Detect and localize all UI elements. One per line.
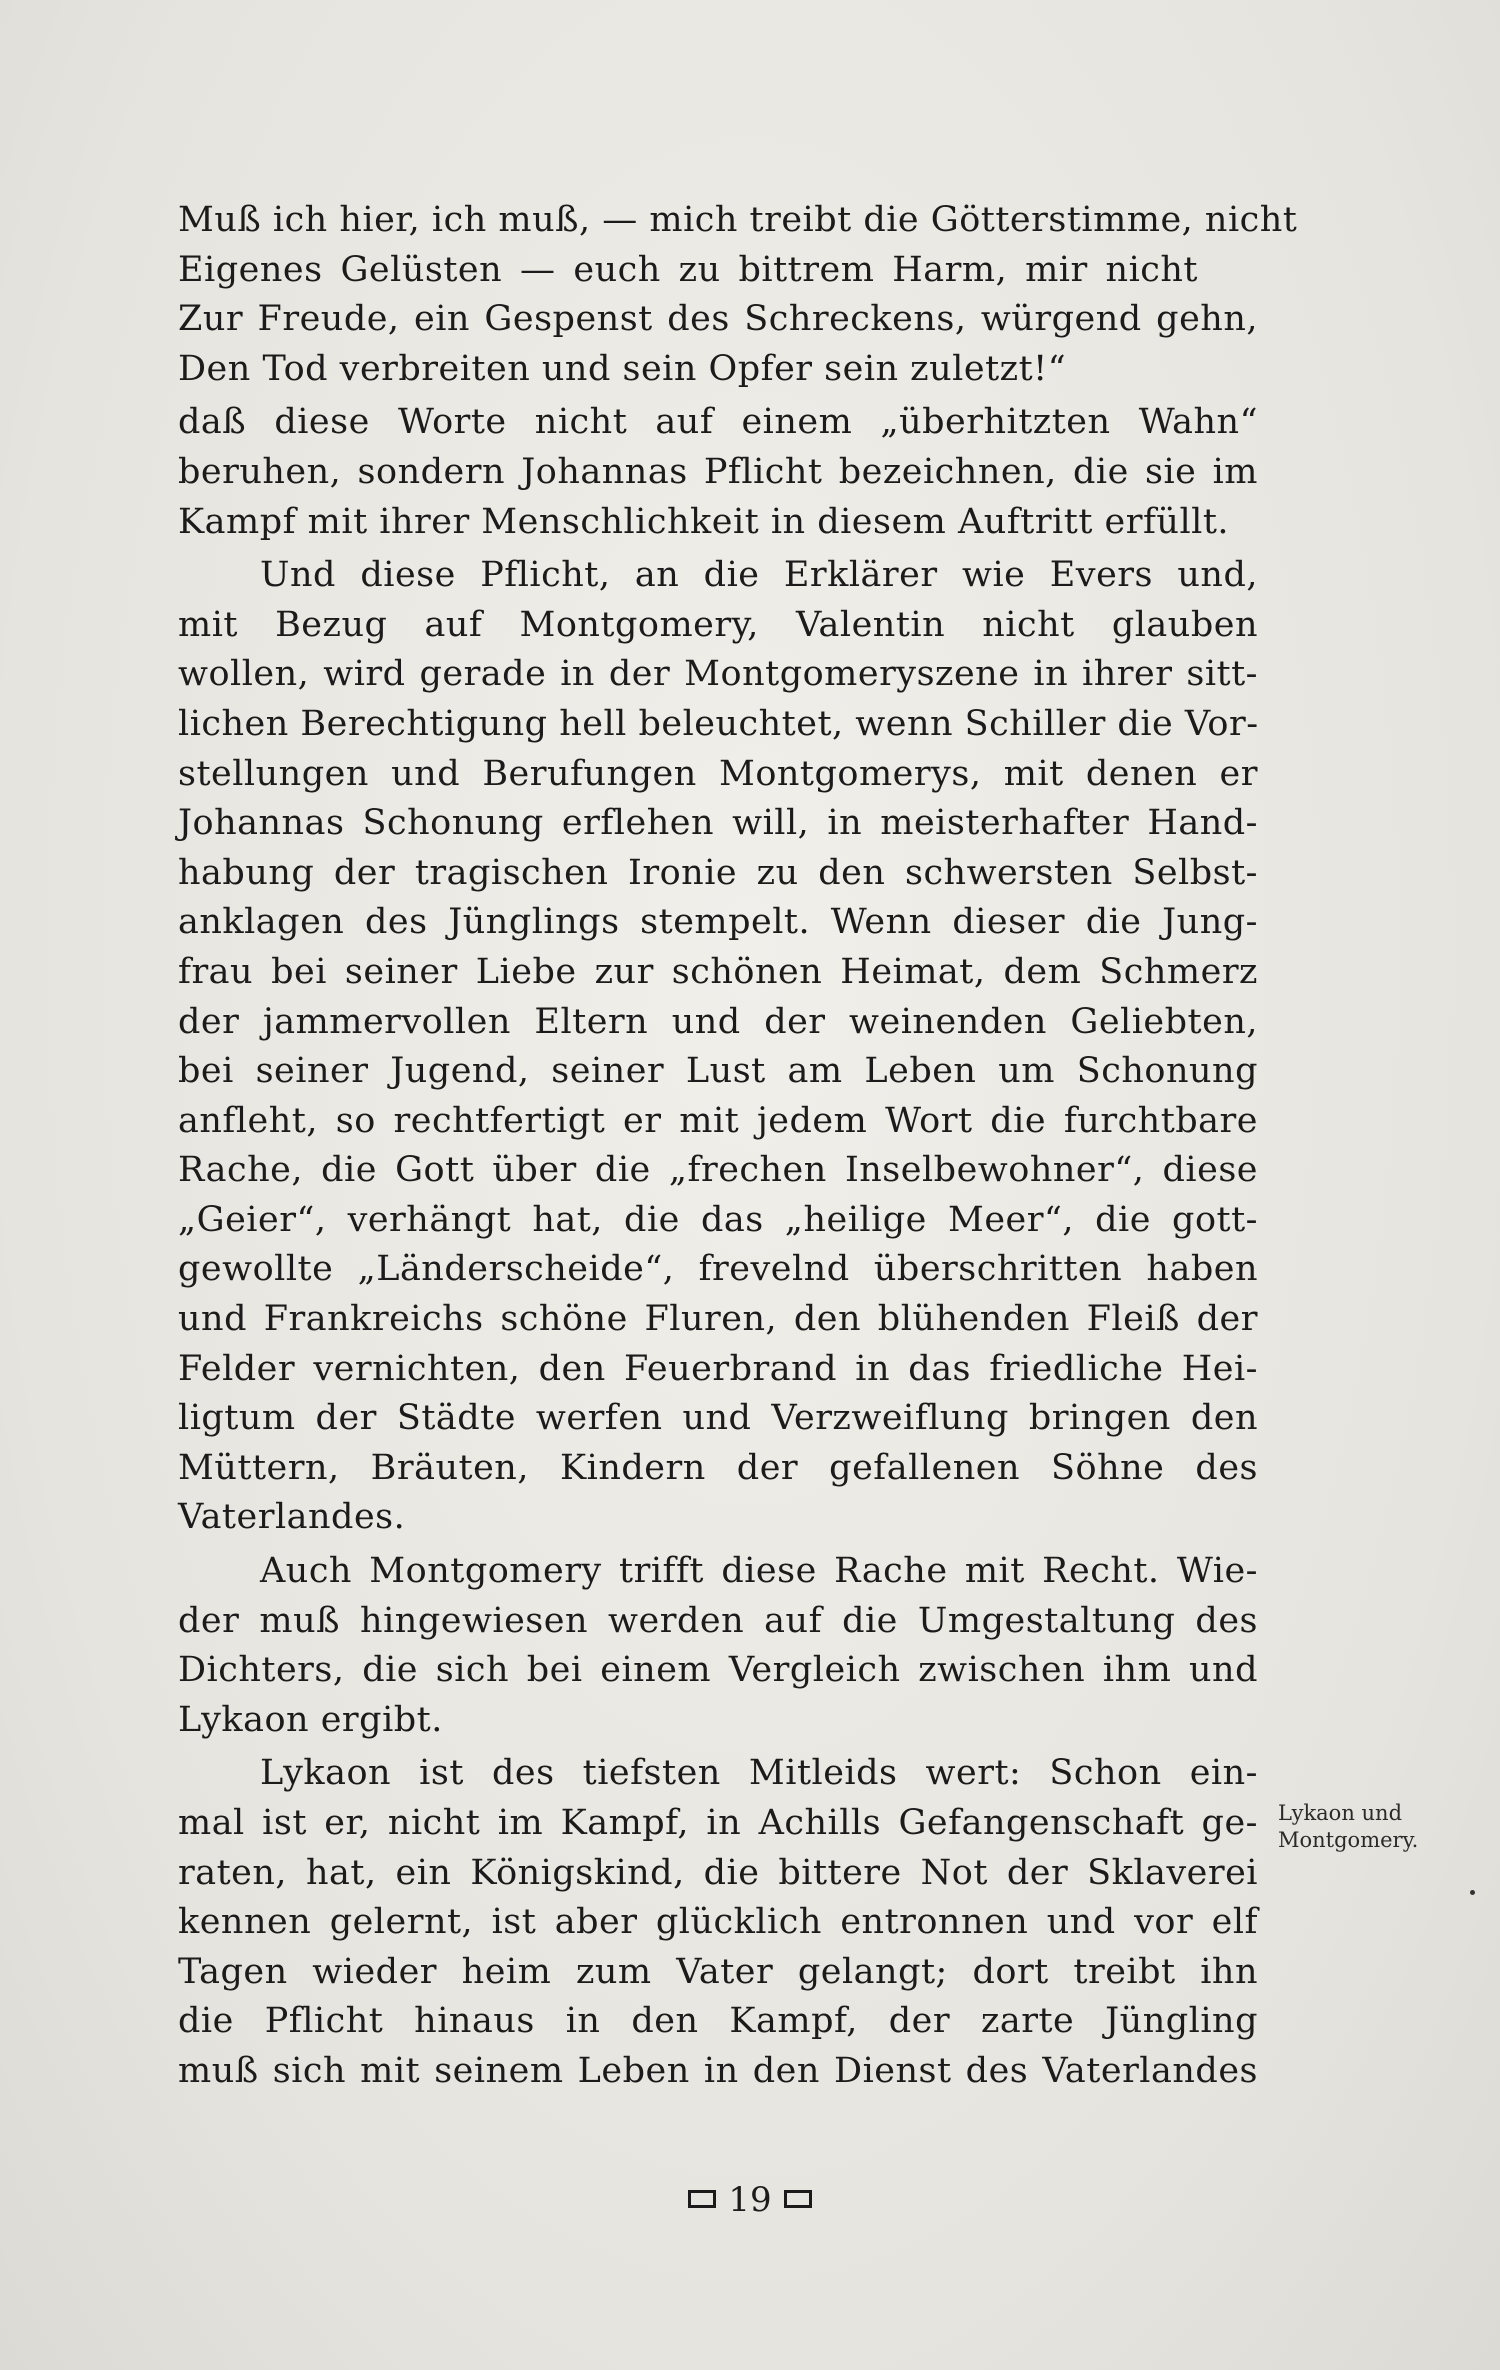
paragraph xyxy=(178,551,1258,1543)
text-line: daß diese Worte nicht auf einem „überhitzten Wahn“ xyxy=(178,402,1258,443)
paragraph xyxy=(178,1547,1258,1745)
text-line: mal ist er, nicht im Kampf, in Achills Gefangenschaft ge- xyxy=(178,1803,1258,1843)
text-line: Müttern, Bräuten, Kindern der gefallenen Söhne des xyxy=(178,1447,1258,1488)
margin-note xyxy=(1278,1800,1478,1854)
main-text xyxy=(178,196,1298,2097)
text-line: Lykaon ist des tiefsten Mitleids wert: Schon ein- xyxy=(260,1753,1258,1794)
margin-note-line: Lykaon und xyxy=(1278,1801,1403,1825)
text-line: Dichters, die sich bei einem Vergleich zwischen ihm und xyxy=(178,1650,1258,1691)
text-line: lichen Berechtigung hell beleuchtet, wenn Schiller die Vor- xyxy=(178,703,1259,744)
text-line: Kampf mit ihrer Menschlichkeit in diesem Auftritt erfüllt. xyxy=(178,501,1230,542)
text-line: Muß ich hier, ich muß, — mich treibt die Götterstimme, nicht xyxy=(178,200,1298,240)
text-line: Und diese Pflicht, an die Erklärer wie Evers und, xyxy=(260,555,1258,596)
text-line: raten, hat, ein Königskind, die bittere Not der Sklaverei xyxy=(178,1852,1258,1893)
paragraph xyxy=(178,398,1258,547)
text-line: und Frankreichs schöne Fluren, den blühenden Fleiß der xyxy=(178,1299,1258,1340)
text-line: bei seiner Jugend, seiner Lust am Leben um Schonung xyxy=(178,1051,1258,1092)
text-line: Eigenes Gelüsten — euch zu bittrem Harm, mir nicht xyxy=(178,249,1198,290)
text-line: Auch Montgomery trifft diese Rache mit Recht. Wie- xyxy=(260,1551,1258,1592)
text-line: muß sich mit seinem Leben in den Dienst des Vaterlandes xyxy=(178,2050,1258,2091)
text-line: Johannas Schonung erflehen will, in meisterhafter Hand- xyxy=(178,803,1258,844)
ornament-box-icon xyxy=(688,2190,716,2208)
text-line: habung der tragischen Ironie zu den schwersten Selbst- xyxy=(178,852,1258,893)
text-line: anfleht, so rechtfertigt er mit jedem Wort die furchtbare xyxy=(178,1100,1258,1141)
text-line: frau bei seiner Liebe zur schönen Heimat, dem Schmerz xyxy=(178,951,1258,992)
margin-note-line: Montgomery. xyxy=(1278,1828,1419,1852)
text-line: anklagen des Jünglings stempelt. Wenn dieser die Jung- xyxy=(178,902,1258,943)
text-line: gewollte „Länderscheide“, frevelnd überschritten haben xyxy=(178,1249,1258,1290)
paragraph xyxy=(178,1749,1258,2096)
print-speck xyxy=(1470,1890,1475,1895)
ornament-box-icon xyxy=(784,2190,812,2208)
text-line: Tagen wieder heim zum Vater gelangt; dort treibt ihn xyxy=(178,1951,1258,1992)
text-line: Vaterlandes. xyxy=(178,1497,406,1538)
page-number xyxy=(0,2178,1500,2222)
text-line: Felder vernichten, den Feuerbrand in das friedliche Hei- xyxy=(178,1348,1258,1389)
text-line: ligtum der Städte werfen und Verzweiflung bringen den xyxy=(178,1398,1258,1439)
text-line: der muß hingewiesen werden auf die Umgestaltung des xyxy=(178,1600,1258,1641)
text-line: Zur Freude, ein Gespenst des Schreckens, würgend gehn, xyxy=(178,299,1258,340)
text-line: Den Tod verbreiten und sein Opfer sein zuletzt!“ xyxy=(178,348,1067,389)
text-line: der jammervollen Eltern und der weinenden Geliebten, xyxy=(178,1001,1258,1042)
text-line: Rache, die Gott über die „frechen Inselbewohner“, diese xyxy=(178,1150,1258,1191)
text-line: beruhen, sondern Johannas Pflicht bezeichnen, die sie im xyxy=(178,451,1258,492)
text-line: „Geier“, verhängt hat, die das „heilige Meer“, die gott- xyxy=(178,1199,1258,1240)
text-line: die Pflicht hinaus in den Kampf, der zarte Jüngling xyxy=(178,2001,1258,2042)
verse-quotation xyxy=(178,196,1298,394)
text-line: stellungen und Berufungen Montgomerys, mit denen er xyxy=(178,753,1258,794)
text-line: Lykaon ergibt. xyxy=(178,1699,443,1740)
page-number-value: 19 xyxy=(728,2180,772,2220)
text-line: kennen gelernt, ist aber glücklich entronnen und vor elf xyxy=(178,1902,1258,1943)
text-line: mit Bezug auf Montgomery, Valentin nicht glauben xyxy=(178,604,1258,645)
text-line: wollen, wird gerade in der Montgomeryszene in ihrer sitt- xyxy=(178,654,1258,695)
